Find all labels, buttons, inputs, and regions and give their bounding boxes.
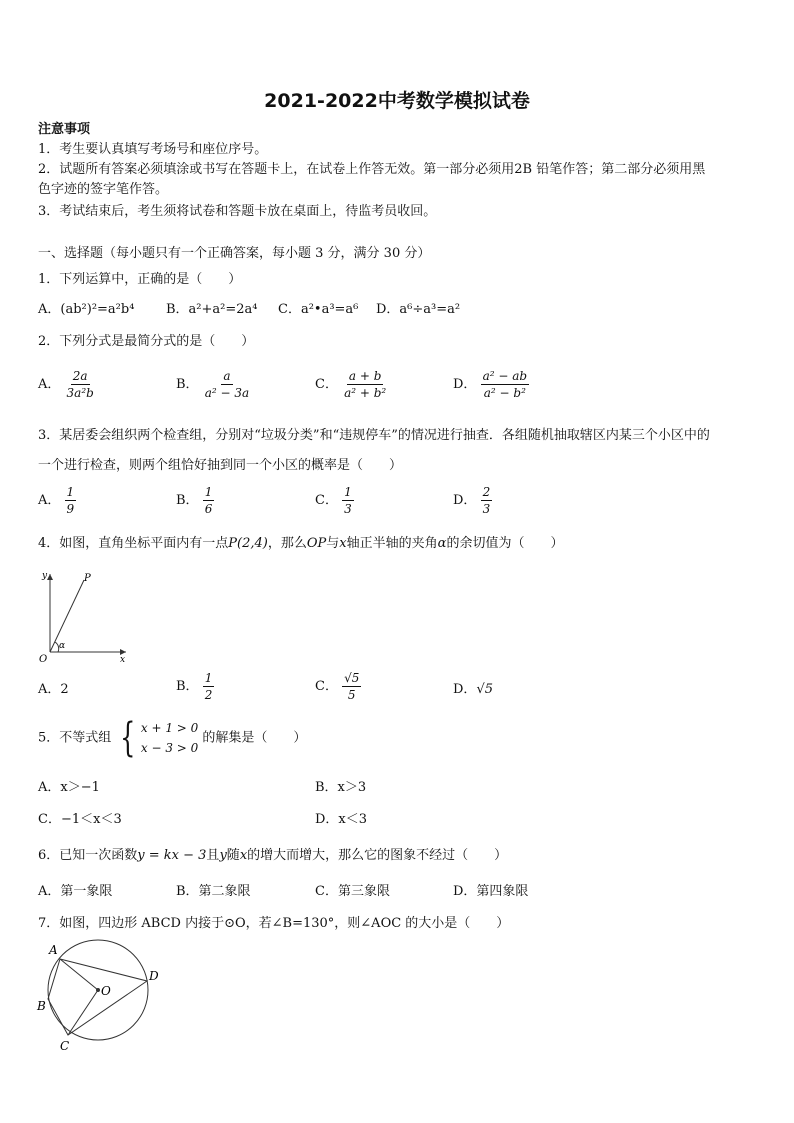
q4-y-label: y: [42, 571, 48, 581]
q4-o-label: O: [39, 654, 48, 665]
q4-stem: 4．如图，直角坐标平面内有一点P(2,4)，那么OP与x轴正半轴的夹角α的余切值为（ ）: [38, 536, 564, 551]
q5-option-b: B．x＞3: [315, 780, 367, 795]
q3-stem-line2: 一个进行检查，则两个组恰好抽到同一个小区的概率是（ ）: [38, 458, 403, 473]
q7-stem: 7．如图，四边形 ABCD 内接于⊙O，若∠B=130°，则∠AOC 的大小是（ ）: [38, 916, 510, 931]
page-title: 2021-2022中考数学模拟试卷: [264, 90, 530, 112]
q3-stem-line1: 3．某居委会组织两个检查组，分别对“垃圾分类”和“违规停车”的情况进行抽查．各组随机抽取辖区内某三个小区中的: [38, 428, 710, 443]
q6-option-c: C．第三象限: [315, 884, 390, 899]
q2-stem: 2．下列分式是最简分式的是（ ）: [38, 334, 255, 349]
q7-b-label: B: [37, 999, 46, 1013]
q4-x-label: x: [120, 655, 126, 665]
q4-option-b: B． $\frac{1}{2}$: [176, 671, 213, 702]
q1-stem: 1．下列运算中，正确的是（ ）: [38, 272, 242, 287]
q4-figure: [36, 566, 136, 666]
q1-option-c: C．a²•a³=a⁶: [278, 302, 359, 317]
q3-option-a: A． $\frac{1}{9}$: [38, 485, 75, 516]
note-2: 2．试题所有答案必须填涂或书写在答题卡上，在试卷上作答无效。第一部分必须用2B 铅笔作答；第二部分必须用黑: [38, 162, 706, 177]
q4-option-a: A．2: [38, 682, 69, 697]
notes-heading: 注意事项: [38, 122, 91, 137]
q3-option-c: C． $\frac{1}{3}$: [315, 485, 352, 516]
q6-option-d: D．第四象限: [453, 884, 529, 899]
q5-option-d: D．x＜3: [315, 812, 368, 827]
note-1: 1．考生要认真填写考场号和座位序号。: [38, 142, 268, 157]
q7-o-label: O: [101, 984, 111, 998]
q5-option-a: A．x＞−1: [38, 780, 100, 795]
q1-option-a: A．(ab²)²=a²b⁴: [38, 302, 135, 317]
q7-figure: [30, 934, 170, 1054]
q2-option-a: A． $\frac{2a}{\text{3a²b}}$: [38, 369, 94, 400]
q2-option-c: C． $\frac{a + b}{\text{a² + b²}}$: [315, 369, 387, 400]
q6-option-a: A．第一象限: [38, 884, 113, 899]
q3-option-b: B． $\frac{1}{6}$: [176, 485, 213, 516]
q2-option-b: B． $\frac{a}{\text{a² − 3a}}$: [176, 369, 250, 400]
q6-stem: 6．已知一次函数y = kx − 3且y随x的增大而增大，那么它的图象不经过（ ）: [38, 848, 508, 863]
q4-p-label: P: [84, 573, 91, 584]
q1-option-b: B．a²+a²=2a⁴: [166, 302, 258, 317]
q6-option-b: B．第二象限: [176, 884, 251, 899]
q3-option-d: D． $\frac{2}{3}$: [453, 485, 491, 516]
q5-stem: 5．不等式组 { x + 1 > 0 x − 3 > 0 的解集是（ ）: [38, 715, 307, 761]
q1-option-d: D．a⁶÷a³=a²: [376, 302, 461, 317]
q4-alpha-label: α: [59, 641, 66, 651]
q2-option-d: D． $\frac{\text{a² − ab}}{\text{a² − b²}}$: [453, 369, 528, 400]
q4-option-d: D．√5: [453, 682, 493, 697]
q5-option-c: C．−1＜x＜3: [38, 812, 122, 827]
q5-inequality-system: { x + 1 > 0 x − 3 > 0: [120, 715, 199, 761]
q7-c-label: C: [60, 1039, 70, 1053]
q4-option-c: C． $\frac{√5}{5}$: [315, 671, 360, 702]
q7-a-label: A: [49, 943, 58, 957]
note-3: 3．考试结束后，考生须将试卷和答题卡放在桌面上，待监考员收回。: [38, 204, 437, 219]
section-heading: 一、选择题（每小题只有一个正确答案，每小题 3 分，满分 30 分）: [38, 246, 431, 261]
note-2-cont: 色字迹的签字笔作答。: [38, 182, 169, 197]
q7-d-label: D: [149, 969, 159, 983]
